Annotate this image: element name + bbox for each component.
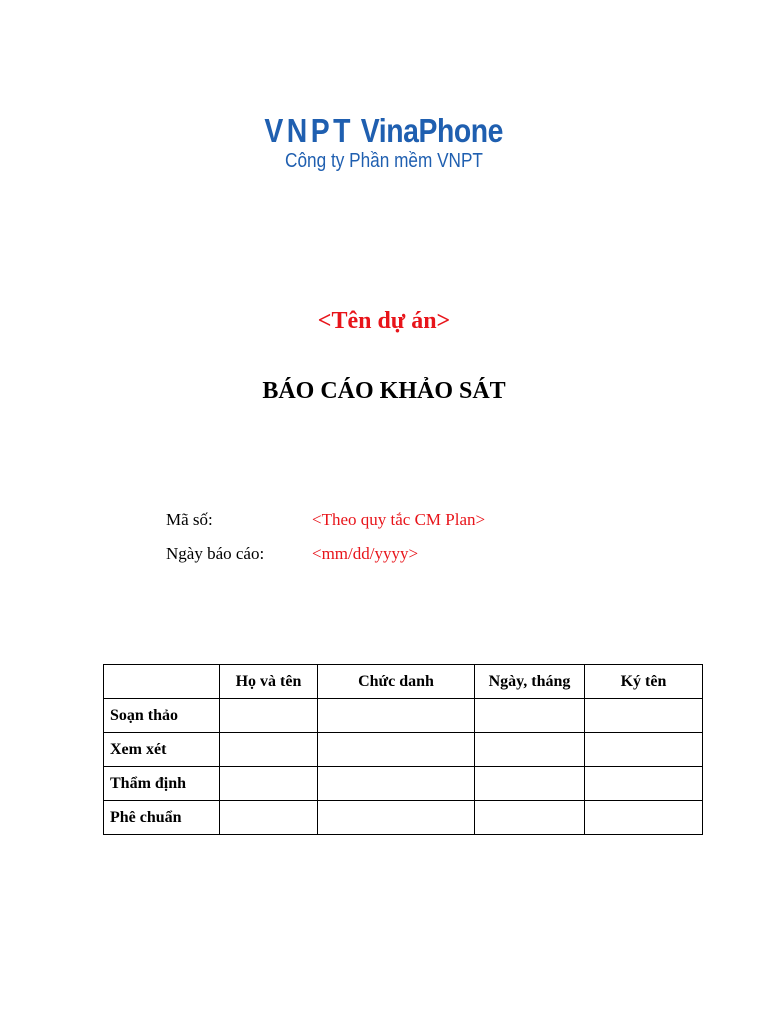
table-header-date: Ngày, tháng [475,665,585,699]
table-header-title: Chức danh [318,665,475,699]
table-cell [220,801,318,835]
table-cell [475,733,585,767]
table-cell [475,801,585,835]
table-cell [318,801,475,835]
table-cell [318,699,475,733]
table-cell [220,699,318,733]
table-cell [220,767,318,801]
table-row [104,733,703,767]
table-row [104,767,703,801]
table-cell [475,699,585,733]
logo-vnpt-text: VNPT [264,112,355,149]
field-code [166,510,485,530]
table-cell [318,733,475,767]
table-cell [585,699,703,733]
row-label-appraised: Thẩm định [104,767,220,801]
logo-company-name: Công ty Phần mềm VNPT [285,150,483,172]
field-report-date-value: <mm/dd/yyyy> [312,544,419,563]
company-logo [0,112,768,173]
table-header-blank [104,665,220,699]
document-title: BÁO CÁO KHẢO SÁT [262,378,506,404]
logo-brand [265,112,504,150]
table-cell [318,767,475,801]
project-name: <Tên dự án> [317,308,451,334]
field-code-value: <Theo quy tắc CM Plan> [312,510,486,529]
table-header-signature: Ký tên [585,665,703,699]
table-cell [475,767,585,801]
row-label-reviewed: Xem xét [104,733,220,767]
table-cell [585,767,703,801]
signature-table [103,664,703,835]
table-row [104,699,703,733]
table-row [104,801,703,835]
table-cell [220,733,318,767]
table-cell [585,733,703,767]
table-header-row [104,665,703,699]
logo-vinaphone-text: VinaPhone [361,112,504,149]
row-label-drafted: Soạn thảo [104,699,220,733]
field-code-label: Mã số: [166,510,213,529]
field-report-date [166,544,418,564]
field-report-date-label: Ngày báo cáo: [166,544,265,563]
table-cell [585,801,703,835]
row-label-approved: Phê chuẩn [104,801,220,835]
table-header-name: Họ và tên [220,665,318,699]
